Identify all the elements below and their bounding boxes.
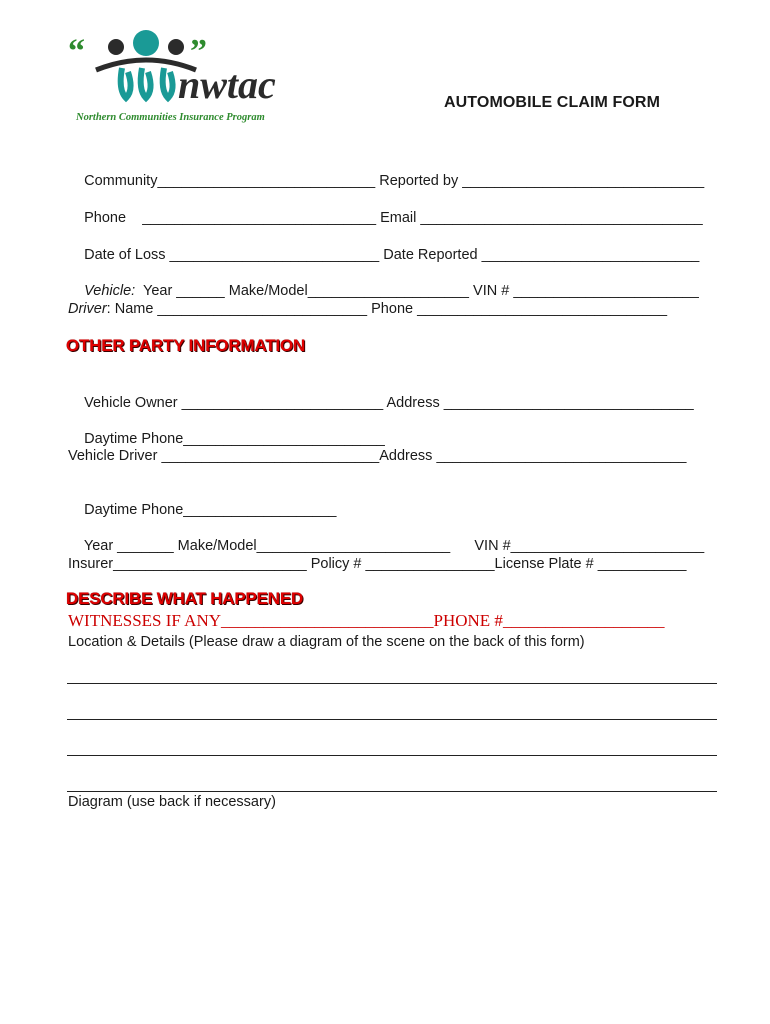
driver-row xyxy=(68,300,667,318)
vehicle-driver-row xyxy=(68,447,686,465)
close-quote-icon: ” xyxy=(190,33,207,70)
witness-phone-label: PHONE # xyxy=(433,611,503,630)
details-line-4[interactable] xyxy=(67,791,717,792)
other-vin-field[interactable]: VIN #________________________ xyxy=(474,538,705,554)
insurer-row xyxy=(68,555,686,573)
vehicle-label: Vehicle: xyxy=(84,283,136,299)
other-make-model-field[interactable]: Make/Model________________________ xyxy=(177,538,451,554)
phone-field[interactable]: _____________________________ xyxy=(142,210,377,226)
policy-field[interactable]: Policy # ________________ xyxy=(310,556,495,572)
vehicle-vin-field[interactable]: VIN # _______________________ xyxy=(473,283,699,299)
owner-address-field[interactable]: Address _______________________________ xyxy=(386,395,694,411)
logo-wordmark: nwtac xyxy=(178,62,276,107)
date-of-loss-field[interactable]: Date of Loss __________________________ xyxy=(84,247,380,263)
diagram-note: Diagram (use back if necessary) xyxy=(68,794,276,810)
describe-heading: DESCRIBE WHAT HAPPENED xyxy=(66,589,304,608)
date-reported-field[interactable]: Date Reported ___________________________ xyxy=(383,247,700,263)
driver-address-field[interactable]: Address _______________________________ xyxy=(379,448,687,464)
driver-phone-field[interactable]: Phone _______________________________ xyxy=(371,301,668,317)
other-year-field[interactable]: Year _______ xyxy=(83,538,174,554)
driver-daytime-phone-field[interactable]: Daytime Phone___________________ xyxy=(84,502,337,518)
open-quote-icon: “ xyxy=(68,33,85,70)
person-head-left-icon xyxy=(108,39,124,55)
location-details-label: Location & Details (Please draw a diagram of the scene on the back of this form) xyxy=(68,634,585,650)
person-head-center-icon xyxy=(133,30,159,56)
email-field[interactable]: Email ___________________________________ xyxy=(380,210,703,226)
logo-program-name: Northern Communities Insurance Program xyxy=(76,112,265,123)
details-line-1[interactable] xyxy=(67,683,717,684)
details-line-3[interactable] xyxy=(67,755,717,756)
owner-daytime-phone-field[interactable]: Daytime Phone_________________________ xyxy=(84,431,385,447)
license-plate-field[interactable]: License Plate # ___________ xyxy=(494,556,687,572)
community-field[interactable]: Community___________________________ xyxy=(84,173,376,189)
vehicle-year-field[interactable]: Year ______ xyxy=(142,283,225,299)
witnesses-field[interactable]: _________________________ xyxy=(221,611,434,630)
witnesses-row xyxy=(68,611,664,631)
witness-phone-field[interactable]: ___________________ xyxy=(502,611,665,630)
reported-by-field[interactable]: Reported by ______________________________ xyxy=(379,173,705,189)
person-head-right-icon xyxy=(168,39,184,55)
vehicle-make-model-field[interactable]: Make/Model____________________ xyxy=(228,283,469,299)
vehicle-driver-field[interactable]: Vehicle Driver ___________________________ xyxy=(68,448,380,464)
insurer-field[interactable]: Insurer________________________ xyxy=(68,556,307,572)
details-line-2[interactable] xyxy=(67,719,717,720)
vehicle-owner-field[interactable]: Vehicle Owner _________________________ xyxy=(84,395,384,411)
driver-label: Driver xyxy=(68,301,107,317)
witnesses-label: WITNESSES IF ANY xyxy=(68,611,222,630)
phone-label: Phone xyxy=(84,210,127,226)
driver-name-field[interactable]: : Name __________________________ xyxy=(106,301,368,317)
nwtac-logo xyxy=(66,28,314,128)
form-title: AUTOMOBILE CLAIM FORM xyxy=(444,94,661,111)
other-party-heading: OTHER PARTY INFORMATION xyxy=(66,336,306,355)
